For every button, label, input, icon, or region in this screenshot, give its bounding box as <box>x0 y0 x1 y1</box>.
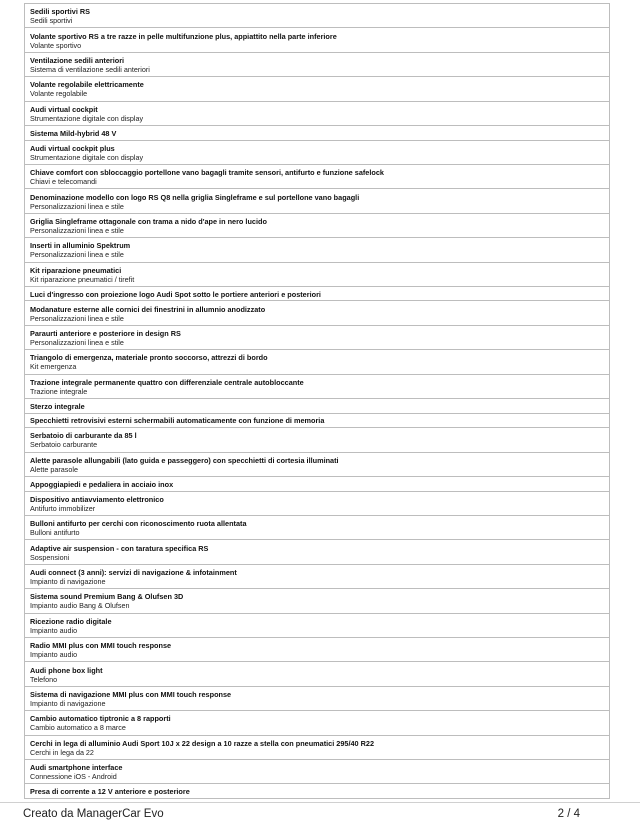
feature-row <box>24 126 610 141</box>
feature-row <box>24 477 610 492</box>
feature-row <box>24 565 610 589</box>
feature-row <box>24 784 610 799</box>
feature-category: Trazione integrale <box>30 386 88 396</box>
feature-title: Audi virtual cockpit plus <box>30 143 115 153</box>
feature-title: Alette parasole allungabili (lato guida e passeggero) con specchietti di cortesia illuminati <box>30 455 339 465</box>
feature-row <box>24 77 610 101</box>
footer-credit: Creato da ManagerCar Evo <box>23 808 164 820</box>
feature-row <box>24 102 610 126</box>
feature-title: Volante regolabile elettricamente <box>30 80 144 90</box>
feature-row <box>24 399 610 414</box>
feature-title: Modanature esterne alle cornici dei finestrini in allumnio anodizzato <box>30 304 266 314</box>
feature-title: Presa di corrente a 12 V anteriore e posteriore <box>30 787 190 797</box>
feature-row <box>24 687 610 711</box>
feature-category: Personalizzazioni linea e stile <box>30 250 124 260</box>
feature-category: Impianto audio <box>30 650 78 660</box>
feature-title: Appoggiapiedi e pedaliera in acciaio inox <box>30 479 174 489</box>
feature-title: Ventilazione sedili anteriori <box>30 55 125 65</box>
feature-row <box>24 662 610 686</box>
feature-title: Audi virtual cockpit <box>30 104 98 114</box>
feature-title: Kit riparazione pneumatici <box>30 265 122 275</box>
feature-title: Cambio automatico tiptronic a 8 rapporti <box>30 714 171 724</box>
feature-category: Impianto di navigazione <box>30 698 106 708</box>
feature-row <box>24 214 610 238</box>
feature-row <box>24 711 610 735</box>
feature-category: Serbatoio carburante <box>30 440 98 450</box>
feature-category: Personalizzazioni linea e stile <box>30 313 124 323</box>
feature-title: Bulloni antifurto per cerchi con riconoscimento ruota allentata <box>30 519 247 529</box>
feature-row <box>24 638 610 662</box>
feature-title: Cerchi in lega di alluminio Audi Sport 10J x 22 design a 10 razze a stella con pneumatici 295/40 R22 <box>30 738 375 748</box>
feature-category: Kit emergenza <box>30 362 77 372</box>
feature-category: Alette parasole <box>30 464 78 474</box>
feature-title: Ricezione radio digitale <box>30 616 112 626</box>
feature-title: Adaptive air suspension - con taratura specifica RS <box>30 543 209 553</box>
feature-title: Radio MMI plus con MMI touch response <box>30 641 172 651</box>
feature-category: Cerchi in lega da 22 <box>30 747 94 757</box>
feature-category: Strumentazione digitale con display <box>30 113 144 123</box>
feature-row <box>24 614 610 638</box>
feature-title: Sistema di navigazione MMI plus con MMI touch response <box>30 689 232 699</box>
feature-row <box>24 350 610 374</box>
feature-title: Sistema sound Premium Bang & Olufsen 3D <box>30 592 184 602</box>
feature-row <box>24 760 610 784</box>
feature-category: Telefono <box>30 674 58 684</box>
feature-category: Impianto audio <box>30 625 78 635</box>
feature-title: Chiave comfort con sbloccaggio portellone vano bagagli tramite sensori, antifurto e funzione safelock <box>30 168 384 178</box>
feature-title: Luci d'ingresso con proiezione logo Audi Spot sotto le portiere anteriori e posteriori <box>30 289 321 299</box>
feature-category: Personalizzazioni linea e stile <box>30 225 124 235</box>
feature-row <box>24 28 610 52</box>
feature-category: Kit riparazione pneumatici / tirefit <box>30 274 135 284</box>
feature-category: Impianto audio Bang & Olufsen <box>30 601 130 611</box>
feature-row <box>24 238 610 262</box>
equipment-list <box>24 3 610 799</box>
feature-row <box>24 375 610 399</box>
feature-title: Volante sportivo RS a tre razze in pelle multifunzione plus, appiattito nella parte inferiore <box>30 31 337 41</box>
feature-title: Audi connect (3 anni): servizi di navigazione & infotainment <box>30 567 237 577</box>
feature-title: Sterzo integrale <box>30 401 85 411</box>
feature-row <box>24 540 610 564</box>
feature-title: Trazione integrale permanente quattro con differenziale centrale autobloccante <box>30 377 304 387</box>
feature-row <box>24 492 610 516</box>
feature-title: Sedili sportivi RS <box>30 7 91 17</box>
feature-title: Audi phone box light <box>30 665 103 675</box>
feature-title: Denominazione modello con logo RS Q8 nella griglia Singleframe e sul portellone vano bagagli <box>30 192 360 202</box>
feature-title: Serbatoio di carburante da 85 l <box>30 431 137 441</box>
feature-category: Sistema di ventilazione sedili anteriori <box>30 64 150 74</box>
feature-row <box>24 589 610 613</box>
feature-row <box>24 428 610 452</box>
feature-row <box>24 736 610 760</box>
feature-row <box>24 287 610 302</box>
page-number: 2 / 4 <box>557 808 580 820</box>
feature-category: Strumentazione digitale con display <box>30 152 144 162</box>
feature-title: Specchietti retrovisivi esterni schermabili automaticamente con funzione di memoria <box>30 416 325 426</box>
feature-category: Antifurto immobilizer <box>30 503 96 513</box>
feature-row <box>24 453 610 477</box>
feature-row <box>24 263 610 287</box>
feature-title: Triangolo di emergenza, materiale pronto soccorso, attrezzi di bordo <box>30 353 268 363</box>
feature-row <box>24 414 610 429</box>
feature-row <box>24 326 610 350</box>
feature-category: Volante sportivo <box>30 40 82 50</box>
feature-title: Sistema Mild-hybrid 48 V <box>30 128 117 138</box>
feature-category: Connessione iOS - Android <box>30 772 117 782</box>
feature-row <box>24 516 610 540</box>
feature-category: Cambio automatico a 8 marce <box>30 723 126 733</box>
feature-category: Impianto di navigazione <box>30 576 106 586</box>
feature-category: Volante regolabile <box>30 89 88 99</box>
feature-category: Sedili sportivi <box>30 16 73 26</box>
feature-title: Paraurti anteriore e posteriore in design RS <box>30 329 181 339</box>
feature-category: Bulloni antifurto <box>30 528 80 538</box>
feature-title: Griglia Singleframe ottagonale con trama a nido d'ape in nero lucido <box>30 216 267 226</box>
feature-row <box>24 301 610 325</box>
feature-row <box>24 189 610 213</box>
feature-title: Inserti in alluminio Spektrum <box>30 241 131 251</box>
feature-row <box>24 165 610 189</box>
page-footer <box>0 802 640 840</box>
feature-row <box>24 4 610 28</box>
feature-category: Personalizzazioni linea e stile <box>30 201 124 211</box>
feature-title: Audi smartphone interface <box>30 763 123 773</box>
feature-row <box>24 53 610 77</box>
feature-title: Dispositivo antiavviamento elettronico <box>30 494 164 504</box>
feature-category: Chiavi e telecomandi <box>30 177 97 187</box>
feature-category: Sospensioni <box>30 552 70 562</box>
feature-row <box>24 141 610 165</box>
feature-category: Personalizzazioni linea e stile <box>30 338 124 348</box>
